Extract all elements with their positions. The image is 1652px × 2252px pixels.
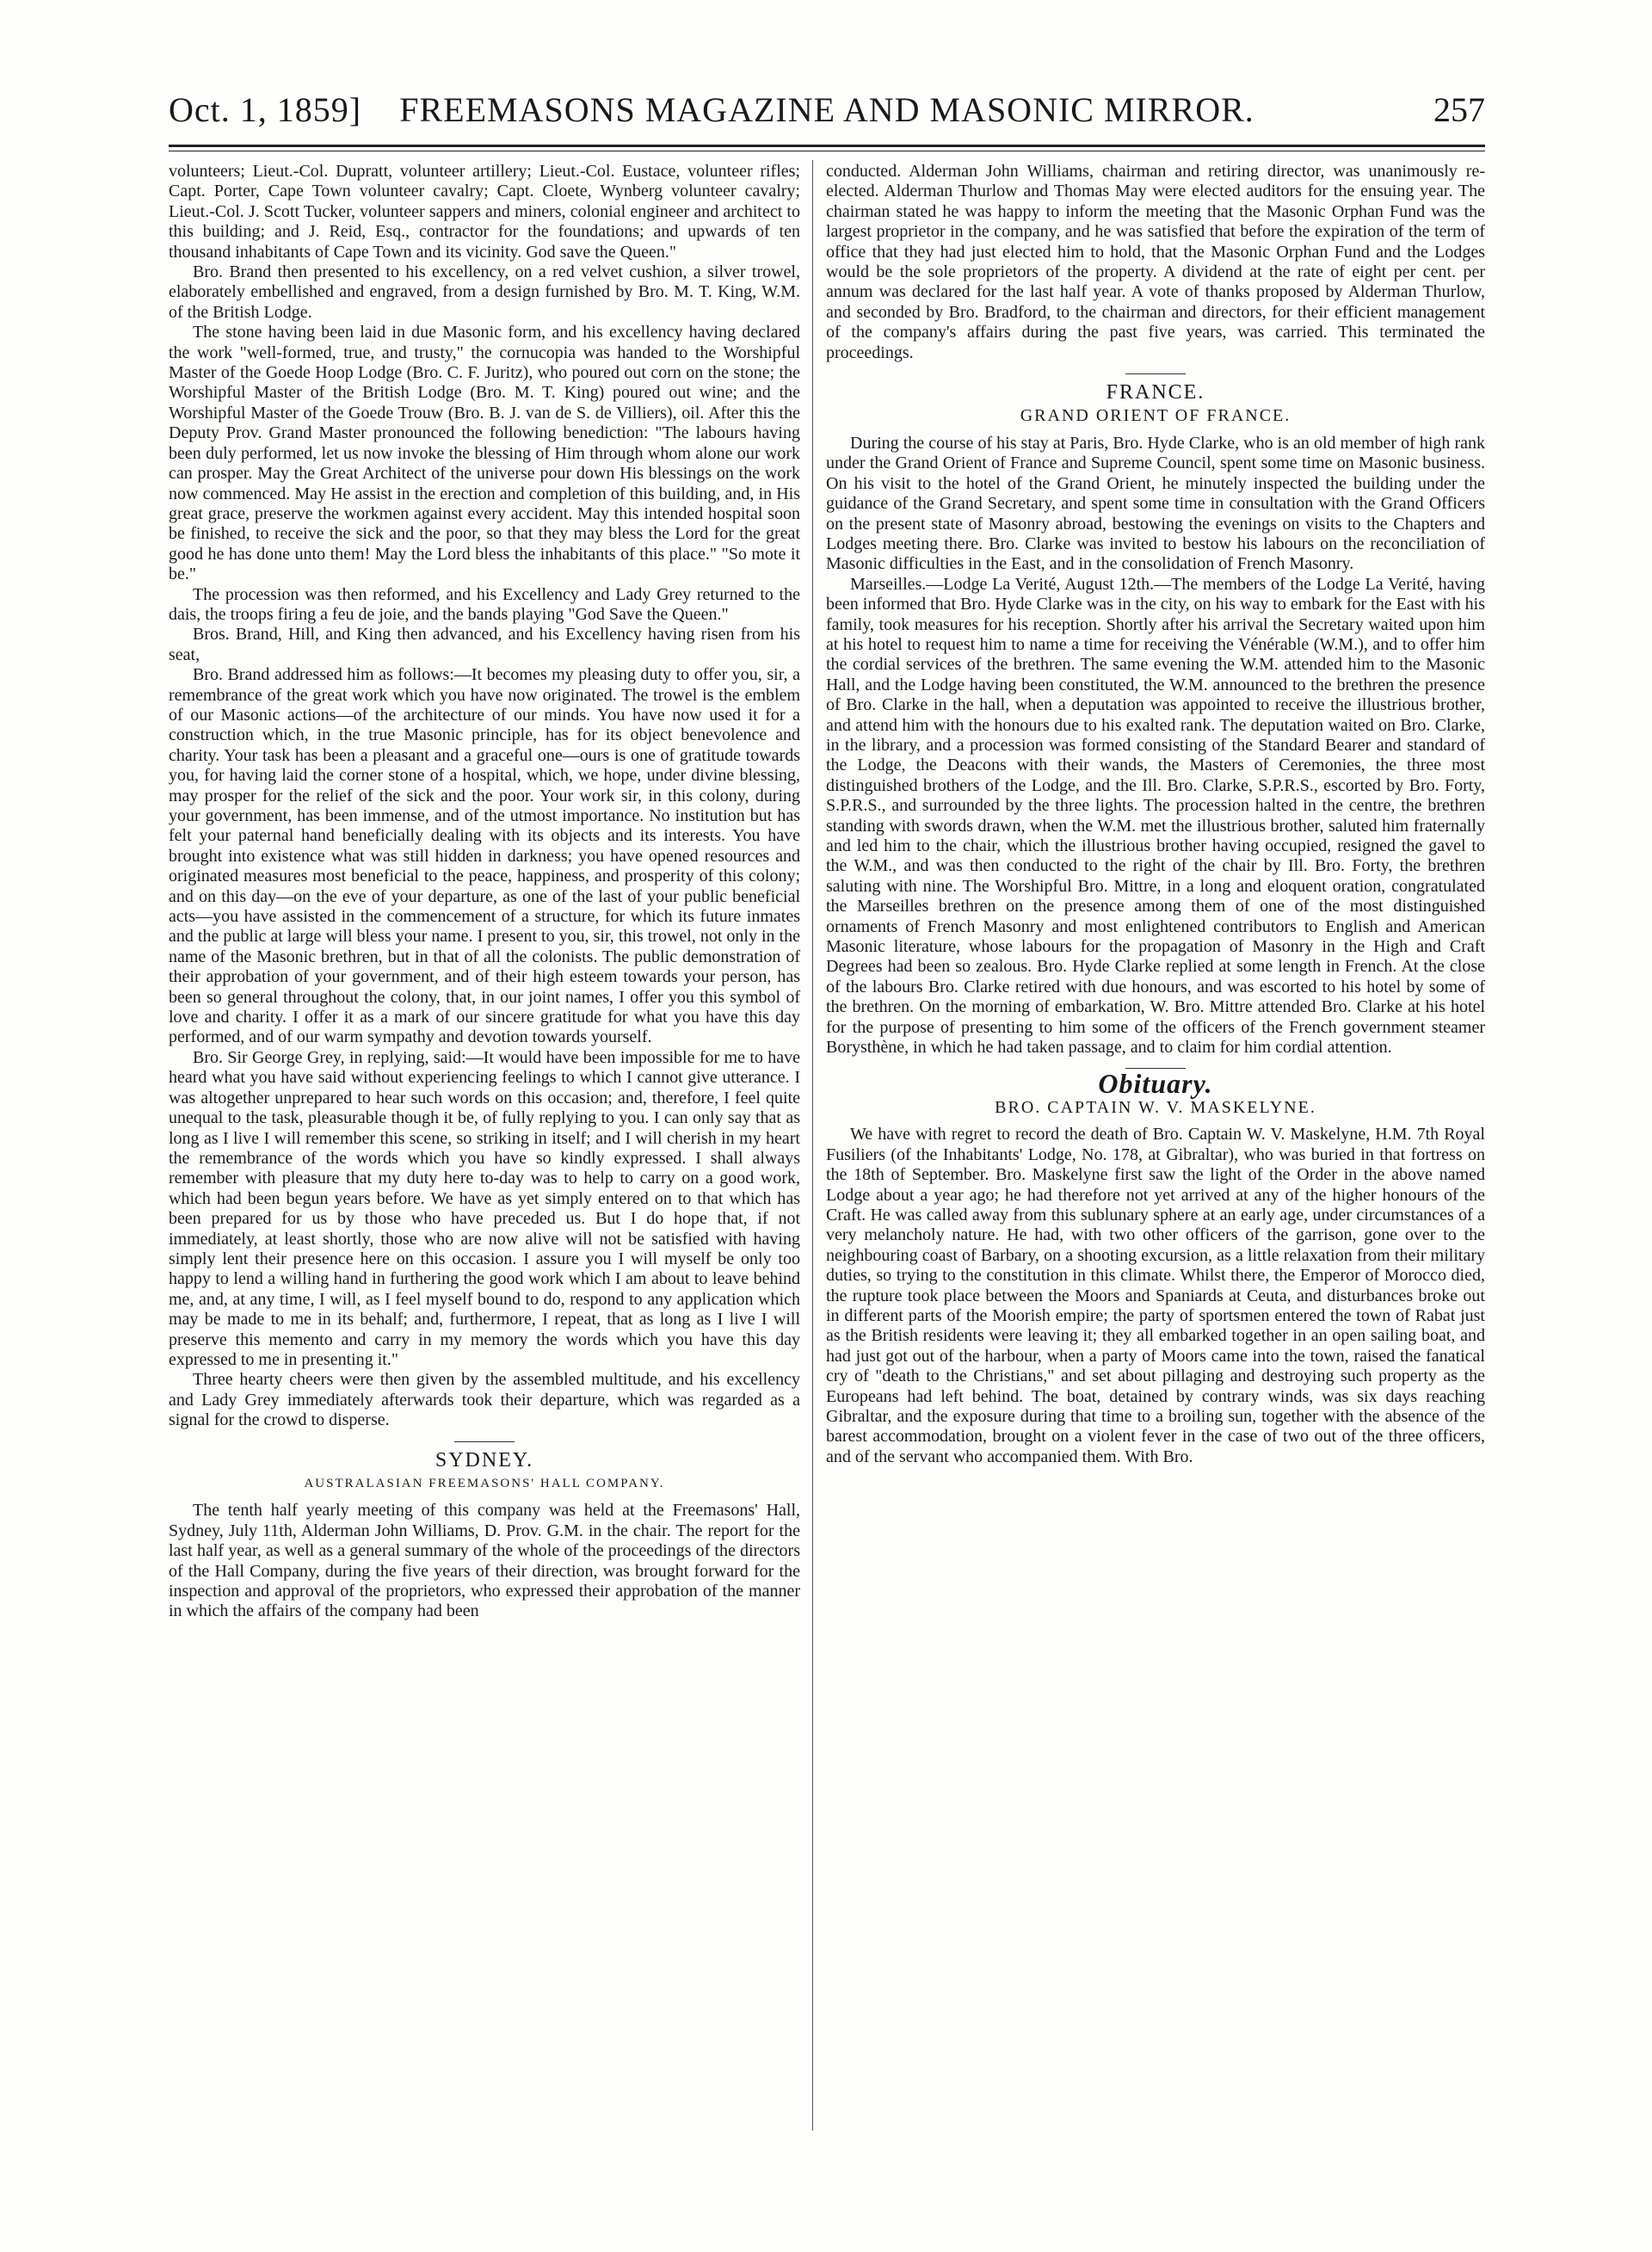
paragraph: Bro. Brand addressed him as follows:—It becomes my pleasing duty to offer you, sir, a remembrance of the great work which you have now originated. The trowel is the emblem of our Masonic actions—of the architecture of our minds. You have now used it for a construction which, in the true Masonic principle, has for its object benevolence and charity. Your task has been a pleasant and a graceful one—ours is one of gratitude towards you, for having laid the corner stone of a hospital, which, we hope, under divine blessing, may prosper for the relief of the sick and the poor. Your work sir, in this colony, during your government, has been immense, and of the utmost importance. No institution but has felt your paternal hand beneficially dealing with its objects and its interests. You have brought into existence what was still hidden in darkness; you have opened resources and originated measures most beneficial to the peace, happiness, and prosperity of this colony; and on this day—on the eve of your departure, as one of the last of your public beneficial acts—you have assisted in the commencement of a structure, for which its future inmates and the public at large will bless your name. I present to you, sir, this trowel, not only in the name of the Masonic brethren, but in that of all the colonists. The public demonstration of their approbation of your government, and of their high esteem towards your person, has been so general throughout the colony, that, in our joint names, I offer you this symbol of love and charity. I offer it as a mark of our sincere gratitude for what you have this day performed, and of our warm sympathy and devotion towards yourself. bbox=[169, 665, 800, 1047]
paragraph: Marseilles.—Lodge La Verité, August 12th.—The members of the Lodge La Verité, having been informed that Bro. Hyde Clarke was in the city, on his way to embark for the East with his family, took measures for his reception. Shortly after his arrival the Secretary waited upon him at his hotel to request him to name a time for receiving the Vénérable (W.M.), and to offer him the cordial services of the brethren. The same evening the W.M. attended him to the Masonic Hall, and the Lodge having been constituted, the W.M. announced to the brethren the presence of Bro. Clarke in the hall, when a deputation was appointed to receive the illustrious brother, and attend him with the honours due to his exalted rank. The deputation waited on Bro. Clarke, in the library, and a procession was formed consisting of the Standard Bearer and standard of the Lodge, the Deacons with their wands, the Masters of Ceremonies, the three most distinguished brothers of the Lodge, and the Ill. Bro. Clarke, S.P.R.S., escorted by Bro. Forty, S.P.R.S., and surrounded by the three lights. The procession halted in the centre, the brethren standing with swords drawn, when the W.M. met the illustrious brother, saluted him fraternally and led him to the chair, which the illustrious brother having occupied, resigned the gavel to the W.M., and was then conducted to the right of the chair by Ill. Bro. Forty, the brethren saluting with nine. The Worshipful Bro. Mittre, in a long and eloquent oration, congratulated the Marseilles brethren on the presence among them of one of the most distinguished ornaments of French Masonry and most enlightened contributors to English and American Masonic literature, whose labours for the propagation of Masonry in the High and Craft Degrees had been so zealous. Bro. Hyde Clarke replied at some length in French. At the close of the labours Bro. Clarke retired with due honours, and was escorted to his hotel by some of the brethren. On the morning of embarkation, W. Bro. Mittre attended Bro. Clarke at his hotel for the purpose of presenting to him some of the officers of the French government steamer Borysthène, in which he had taken passage, and to claim for him cordial attention. bbox=[826, 574, 1485, 1058]
section-rule bbox=[454, 1441, 515, 1442]
section-subtitle-france: GRAND ORIENT OF FRANCE. bbox=[1020, 406, 1291, 426]
paragraph: Three hearty cheers were then given by the assembled multitude, and his excellency and Lady Grey immediately afterwards took their departure, which was regarded as a signal for the crowd to disperse. bbox=[169, 1370, 800, 1430]
paragraph: The stone having been laid in due Masonic form, and his excellency having declared the work "well-formed, true, and trusty," the cornucopia was handed to the Worshipful Master of the Goede Hoop Lodge (Bro. C. F. Juritz), who poured out corn on the stone; the Worshipful Master of the British Lodge (Bro. M. T. King) poured out wine; and the Worshipful Master of the Goede Trouw (Bro. B. J. van de S. de Villiers), oil. After this the Deputy Prov. Grand Master pronounced the following benediction: "The labours having been duly performed, let us now invoke the blessing of Him through whom alone our work can prosper. May the Great Architect of the universe pour down His blessings on the work now commenced. May He assist in the erection and completion of this building, and, in His great grace, preserve the workmen against every accident. May this intended hospital soon be finished, to receive the sick and the poor, so that they may bless the Lord for the great good he has done unto them! May the Lord bless the inhabitants of this place." "So mote it be." bbox=[169, 323, 800, 584]
paragraph: Bro. Sir George Grey, in replying, said:—It would have been impossible for me to have heard what you have said without experiencing feelings to which I cannot give utterance. I was altogether unprepared to hear such words on this occasion; and, therefore, I feel quite unequal to the task, pleasurable though it be, of fully replying to you. I can only say that as long as I live I will remember this scene, so striking in itself; and I will cherish in my heart the remembrance of the words which you have so kindly expressed. I shall always remember with pleasure that my duty here to-day was to help to carry on a good work, which had been begun years before. We have as yet simply entered on to that which has been prepared for us by those who have preceded us. But I do hope that, if not immediately, at least shortly, those who are now alive will not be satisfied with having simply lent their presence here on this occasion. I assure you I will myself be only too happy to lend a willing hand in furthering the good work which I am about to leave behind me, and, at any time, I will, as I feel myself bound to do, respond to any application which may be made to me in its behalf; and, furthermore, I repeat, that as long as I live I will preserve this memento and carry in my memory the words which you have this day expressed to me in presenting it." bbox=[169, 1047, 800, 1369]
paragraph: conducted. Alderman John Williams, chairman and retiring director, was unanimously re-elected. Alderman Thurlow and Thomas May were elected auditors for the ensuing year. The chairman stated he was happy to inform the meeting that the Masonic Orphan Fund was the largest proprietor in the company, and he was satisfied that before the expiration of the term of office that they had just elected him to hold, that the Masonic Orphan Fund and the Lodges would be the sole proprietors of the property. A dividend at the rate of eight per cent. per annum was declared for the last half year. A vote of thanks proposed by Alderman Thurlow, and seconded by Bro. Bradford, to the chairman and directors, for their efficient management of the company's affairs during the past five years, was carried. This terminated the proceedings. bbox=[826, 162, 1485, 362]
paragraph: We have with regret to record the death of Bro. Captain W. V. Maskelyne, H.M. 7th Royal Fusiliers (of the Inhabitants' Lodge, No. 178, at Gibraltar), who was buried in that fortress on the 18th of September. Bro. Maskelyne first saw the light of the Order in the above named Lodge about a year ago; he had therefore not yet arrived at any of the higher honours of the Craft. He was called away from this sublunary sphere at an early age, under circumstances of a very melancholy nature. He had, with two other officers of the garrison, gone over to the neighbouring coast of Barbary, on a shooting excursion, as a little relaxation from their military duties, so trying to the constitution in this climate. Whilst there, the Emperor of Morocco died, the rupture took place between the Moors and Spaniards at Ceuta, and disturbances broke out in different parts of the Moorish empire; the party of sportsmen entered the town of Rabat just as the British residents were leaving it; they all embarked together in an open sailing boat, and had just got out of the harbour, when a party of Moors came into the town, raised the fanatical cry of "death to the Christians," and set about pillaging and destroying such property as the Europeans had left behind. The boat, detained by contrary winds, was six days reaching Gibraltar, and the exposure during that time to a broiling sun, together with the absence of the barest accommodation, brought on a violent fever in the case of two out of the three officers, and of the servant who accompanied them. With Bro. bbox=[826, 1125, 1485, 1466]
paragraph: During the course of his stay at Paris, Bro. Hyde Clarke, who is an old member of high rank under the Grand Orient of France and Supreme Council, spent some time on Masonic business. On his visit to the hotel of the Grand Orient, he minutely inspected the building under the guidance of the Grand Secretary, and spent some time in consultation with the Grand Officers on the present state of Masonry abroad, bestowing the evenings on visits to the Chapters and Lodges meeting there. Bro. Clarke was invited to bestow his labours on the reconciliation of Masonic difficulties in the East, and in the consolidation of French Masonry. bbox=[826, 433, 1485, 574]
paragraph: The tenth half yearly meeting of this company was held at the Freemasons' Hall, Sydney, July 11th, Alderman John Williams, D. Prov. G.M. in the chair. The report for the last half year, as well as a general summary of the whole of the proceedings of the directors of the Hall Company, during the five years of their direction, was brought forward for the inspection and approval of the proprietors, who expressed their approbation of the manner in which the affairs of the company had been bbox=[169, 1501, 800, 1621]
section-subtitle-obituary: BRO. CAPTAIN W. V. MASKELYNE. bbox=[995, 1097, 1316, 1117]
paragraph: The procession was then reformed, and his Excellency and Lady Grey returned to the dais, the troops firing a feu de joie, and the bands playing "God Save the Queen." bbox=[169, 584, 800, 624]
page-header bbox=[169, 86, 1485, 146]
paragraph: Bro. Brand then presented to his excellency, on a red velvet cushion, a silver trowel, elaborately embellished and engraved, from a design furnished by Bro. M. T. King, W.M. of the British Lodge. bbox=[169, 262, 800, 322]
page-number: 257 bbox=[1433, 90, 1485, 129]
section-rule bbox=[1125, 373, 1186, 374]
header-title: FREEMASONS MAGAZINE AND MASONIC MIRROR. bbox=[399, 90, 1254, 129]
section-title-sydney: SYDNEY. bbox=[435, 1448, 534, 1472]
section-title-obituary: Obituary. bbox=[1098, 1068, 1213, 1100]
left-column bbox=[169, 162, 800, 1622]
header-date: Oct. 1, 1859] bbox=[169, 90, 362, 129]
header-rule-thick bbox=[169, 145, 1485, 147]
section-title-france: FRANCE. bbox=[1106, 381, 1205, 404]
right-column bbox=[826, 162, 1485, 1467]
paragraph: Bros. Brand, Hill, and King then advanced, and his Excellency having risen from his seat, bbox=[169, 625, 800, 664]
column-divider bbox=[812, 160, 813, 2131]
section-subtitle-sydney: AUSTRALASIAN FREEMASONS' HALL COMPANY. bbox=[304, 1477, 665, 1490]
paragraph: volunteers; Lieut.-Col. Dupratt, volunteer artillery; Lieut.-Col. Eustace, volunteer rifles; Capt. Porter, Cape Town volunteer cavalry; Capt. Cloete, Wynberg volunteer cavalry; Lieut.-Col. J. Scott Tucker, volunteer sappers and miners, colonial engineer and architect to this building; and J. Reid, Esq., contractor for the foundations; and upwards of ten thousand inhabitants of Cape Town and its vicinity. God save the Queen." bbox=[169, 162, 800, 262]
